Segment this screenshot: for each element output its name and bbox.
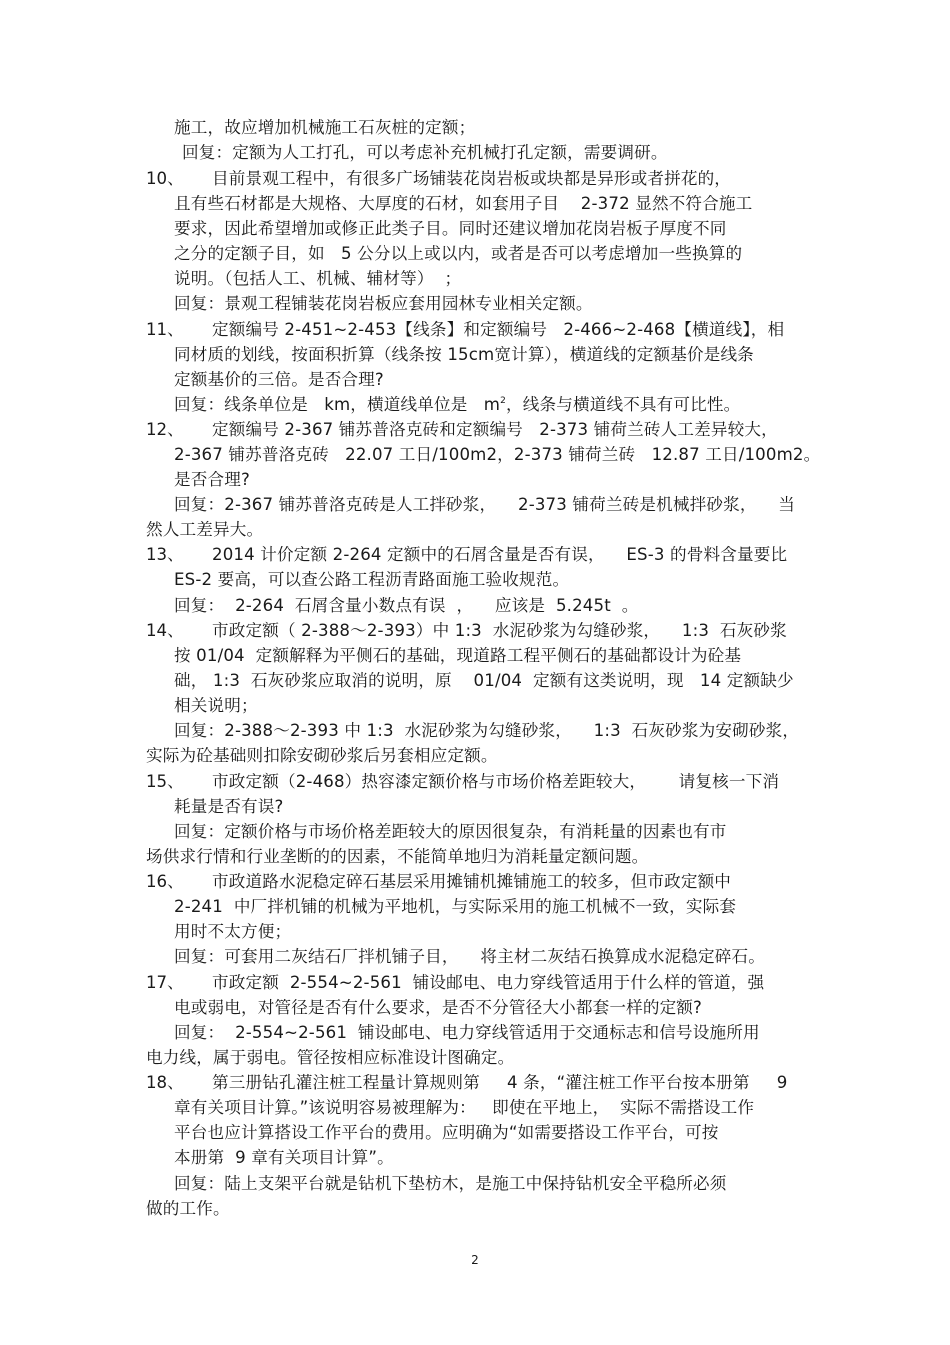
item-number: 12、 (146, 420, 184, 439)
item-line: 础， 1:3 石灰砂浆应取消的说明，原 01/04 定额有这类说明，现 14 定额缺少 (174, 671, 794, 690)
item-number: 10、 (146, 169, 184, 188)
item-number: 16、 (146, 872, 184, 891)
item-line: 耗量是否有误? (174, 797, 284, 816)
item-line: 按 01/04 定额解释为平侧石的基础，现道路工程平侧石的基础都设计为砼基 (174, 646, 742, 665)
item-reply (174, 393, 740, 417)
item-line: 目前景观工程中，有很多广场铺装花岗岩板或块都是异形或者拼花的， (212, 169, 732, 188)
item-reply: 回复：陆上支架平台就是钻机下垫枋木，是施工中保持钻机安全平稳所必须 (174, 1174, 727, 1193)
item-line: 章有关项目计算。”该说明容易被理解为： 即使在平地上， 实际不需搭设工作 (174, 1098, 755, 1117)
item-line: 市政道路水泥稳定碎石基层采用摊铺机摊铺施工的较多，但市政定额中 (212, 872, 732, 891)
reply-text: ，线条与横道线不具有可比性。 (505, 395, 741, 414)
item-reply: 电力线，属于弱电。管径按相应标准设计图确定。 (146, 1048, 515, 1067)
item-reply: 场供求行情和行业垄断的的因素，不能简单地归为消耗量定额问题。 (146, 847, 649, 866)
superscript: 2 (500, 396, 506, 406)
item-number: 14、 (146, 621, 184, 640)
item-reply: 回复：可套用二灰结石厂拌机铺子目， 将主材二灰结石换算成水泥稳定碎石。 (174, 947, 765, 966)
item-line: 2-367 铺苏普洛克砖 22.07 工日/100m2，2-373 铺荷兰砖 12.87 工日/100m2。 (174, 445, 821, 464)
item-line: ES-2 要高，可以查公路工程沥青路面施工验收规范。 (174, 570, 570, 589)
item-line: 本册第 9 章有关项目计算”。 (174, 1148, 394, 1167)
item-reply: 回复： 2-554~2-561 铺设邮电、电力穿线管适用于交通标志和信号设施所用 (174, 1023, 760, 1042)
item-number: 15、 (146, 772, 184, 791)
item-line: 是否合理? (174, 470, 250, 489)
item-number: 11、 (146, 320, 184, 339)
item-line: 要求，因此希望增加或修正此类子目。同时还建议增加花岗岩板子厚度不同 (174, 219, 727, 238)
item-line: 用时不太方便； (174, 922, 292, 941)
item-number: 13、 (146, 545, 184, 564)
item-number: 17、 (146, 973, 184, 992)
page-number: 2 (471, 1253, 479, 1267)
reply-text: 回复：线条单位是 km，横道线单位是 m (174, 395, 501, 414)
item-line: 之分的定额子目，如 5 公分以上或以内，或者是否可以考虑增加一些换算的 (174, 244, 743, 263)
intro-line: 施工，故应增加机械施工石灰桩的定额； (174, 118, 476, 137)
item-number: 18、 (146, 1073, 184, 1092)
intro-reply: 回复：定额为人工打孔，可以考虑补充机械打孔定额，需要调研。 (182, 143, 668, 162)
item-line: 定额编号 2-367 铺苏普洛克砖和定额编号 2-373 铺荷兰砖人工差异较大， (212, 420, 778, 439)
item-reply: 然人工差异大。 (146, 520, 264, 539)
item-reply: 回复：2-367 铺苏普洛克砖是人工拌砂浆， 2-373 铺荷兰砖是机械拌砂浆， 当 (174, 495, 796, 514)
item-line: 且有些石材都是大规格、大厚度的石材，如套用子目 2-372 显然不符合施工 (174, 194, 753, 213)
item-line: 定额编号 2-451~2-453【线条】和定额编号 2-466~2-468【横道线】，相 (212, 320, 785, 339)
item-reply: 做的工作。 (146, 1199, 230, 1218)
item-line: 平台也应计算搭设工作平台的费用。应明确为“如需要搭设工作平台，可按 (174, 1123, 719, 1142)
item-line: 市政定额 2-554~2-561 铺设邮电、电力穿线管适用于什么样的管道，强 (212, 973, 765, 992)
item-line: 市政定额（ 2-388～2-393）中 1:3 水泥砂浆为勾缝砂浆， 1:3 石灰砂浆 (212, 621, 787, 640)
item-reply: 回复：2-388～2-393 中 1:3 水泥砂浆为勾缝砂浆， 1:3 石灰砂浆为安砌砂浆， (174, 721, 800, 740)
item-reply: 实际为砼基础则扣除安砌砂浆后另套相应定额。 (146, 746, 498, 765)
item-line: 2-241 中厂拌机铺的机械为平地机，与实际采用的施工机械不一致，实际套 (174, 897, 737, 916)
item-reply: 回复：景观工程铺装花岗岩板应套用园林专业相关定额。 (174, 294, 593, 313)
item-line: 电或弱电，对管径是否有什么要求，是否不分管径大小都套一样的定额? (174, 998, 703, 1017)
item-line: 定额基价的三倍。是否合理? (174, 370, 384, 389)
item-line: 同材质的划线，按面积折算（线条按 15cm宽计算），横道线的定额基价是线条 (174, 345, 754, 364)
item-line: 相关说明； (174, 696, 258, 715)
item-line: 2014 计价定额 2-264 定额中的石屑含量是否有误， ES-3 的骨料含量要比 (212, 545, 788, 564)
item-line: 市政定额（2-468）热容漆定额价格与市场价格差距较大， 请复核一下消 (212, 772, 780, 791)
item-reply: 回复：定额价格与市场价格差距较大的原因很复杂，有消耗量的因素也有市 (174, 822, 727, 841)
item-line: 第三册钻孔灌注桩工程量计算规则第 4 条，“灌注桩工作平台按本册第 9 (212, 1073, 788, 1092)
item-line: 说明。（包括人工、机械、辅材等） ； (174, 269, 462, 288)
item-reply: 回复： 2-264 石屑含量小数点有误 ， 应该是 5.245t 。 (174, 596, 639, 615)
